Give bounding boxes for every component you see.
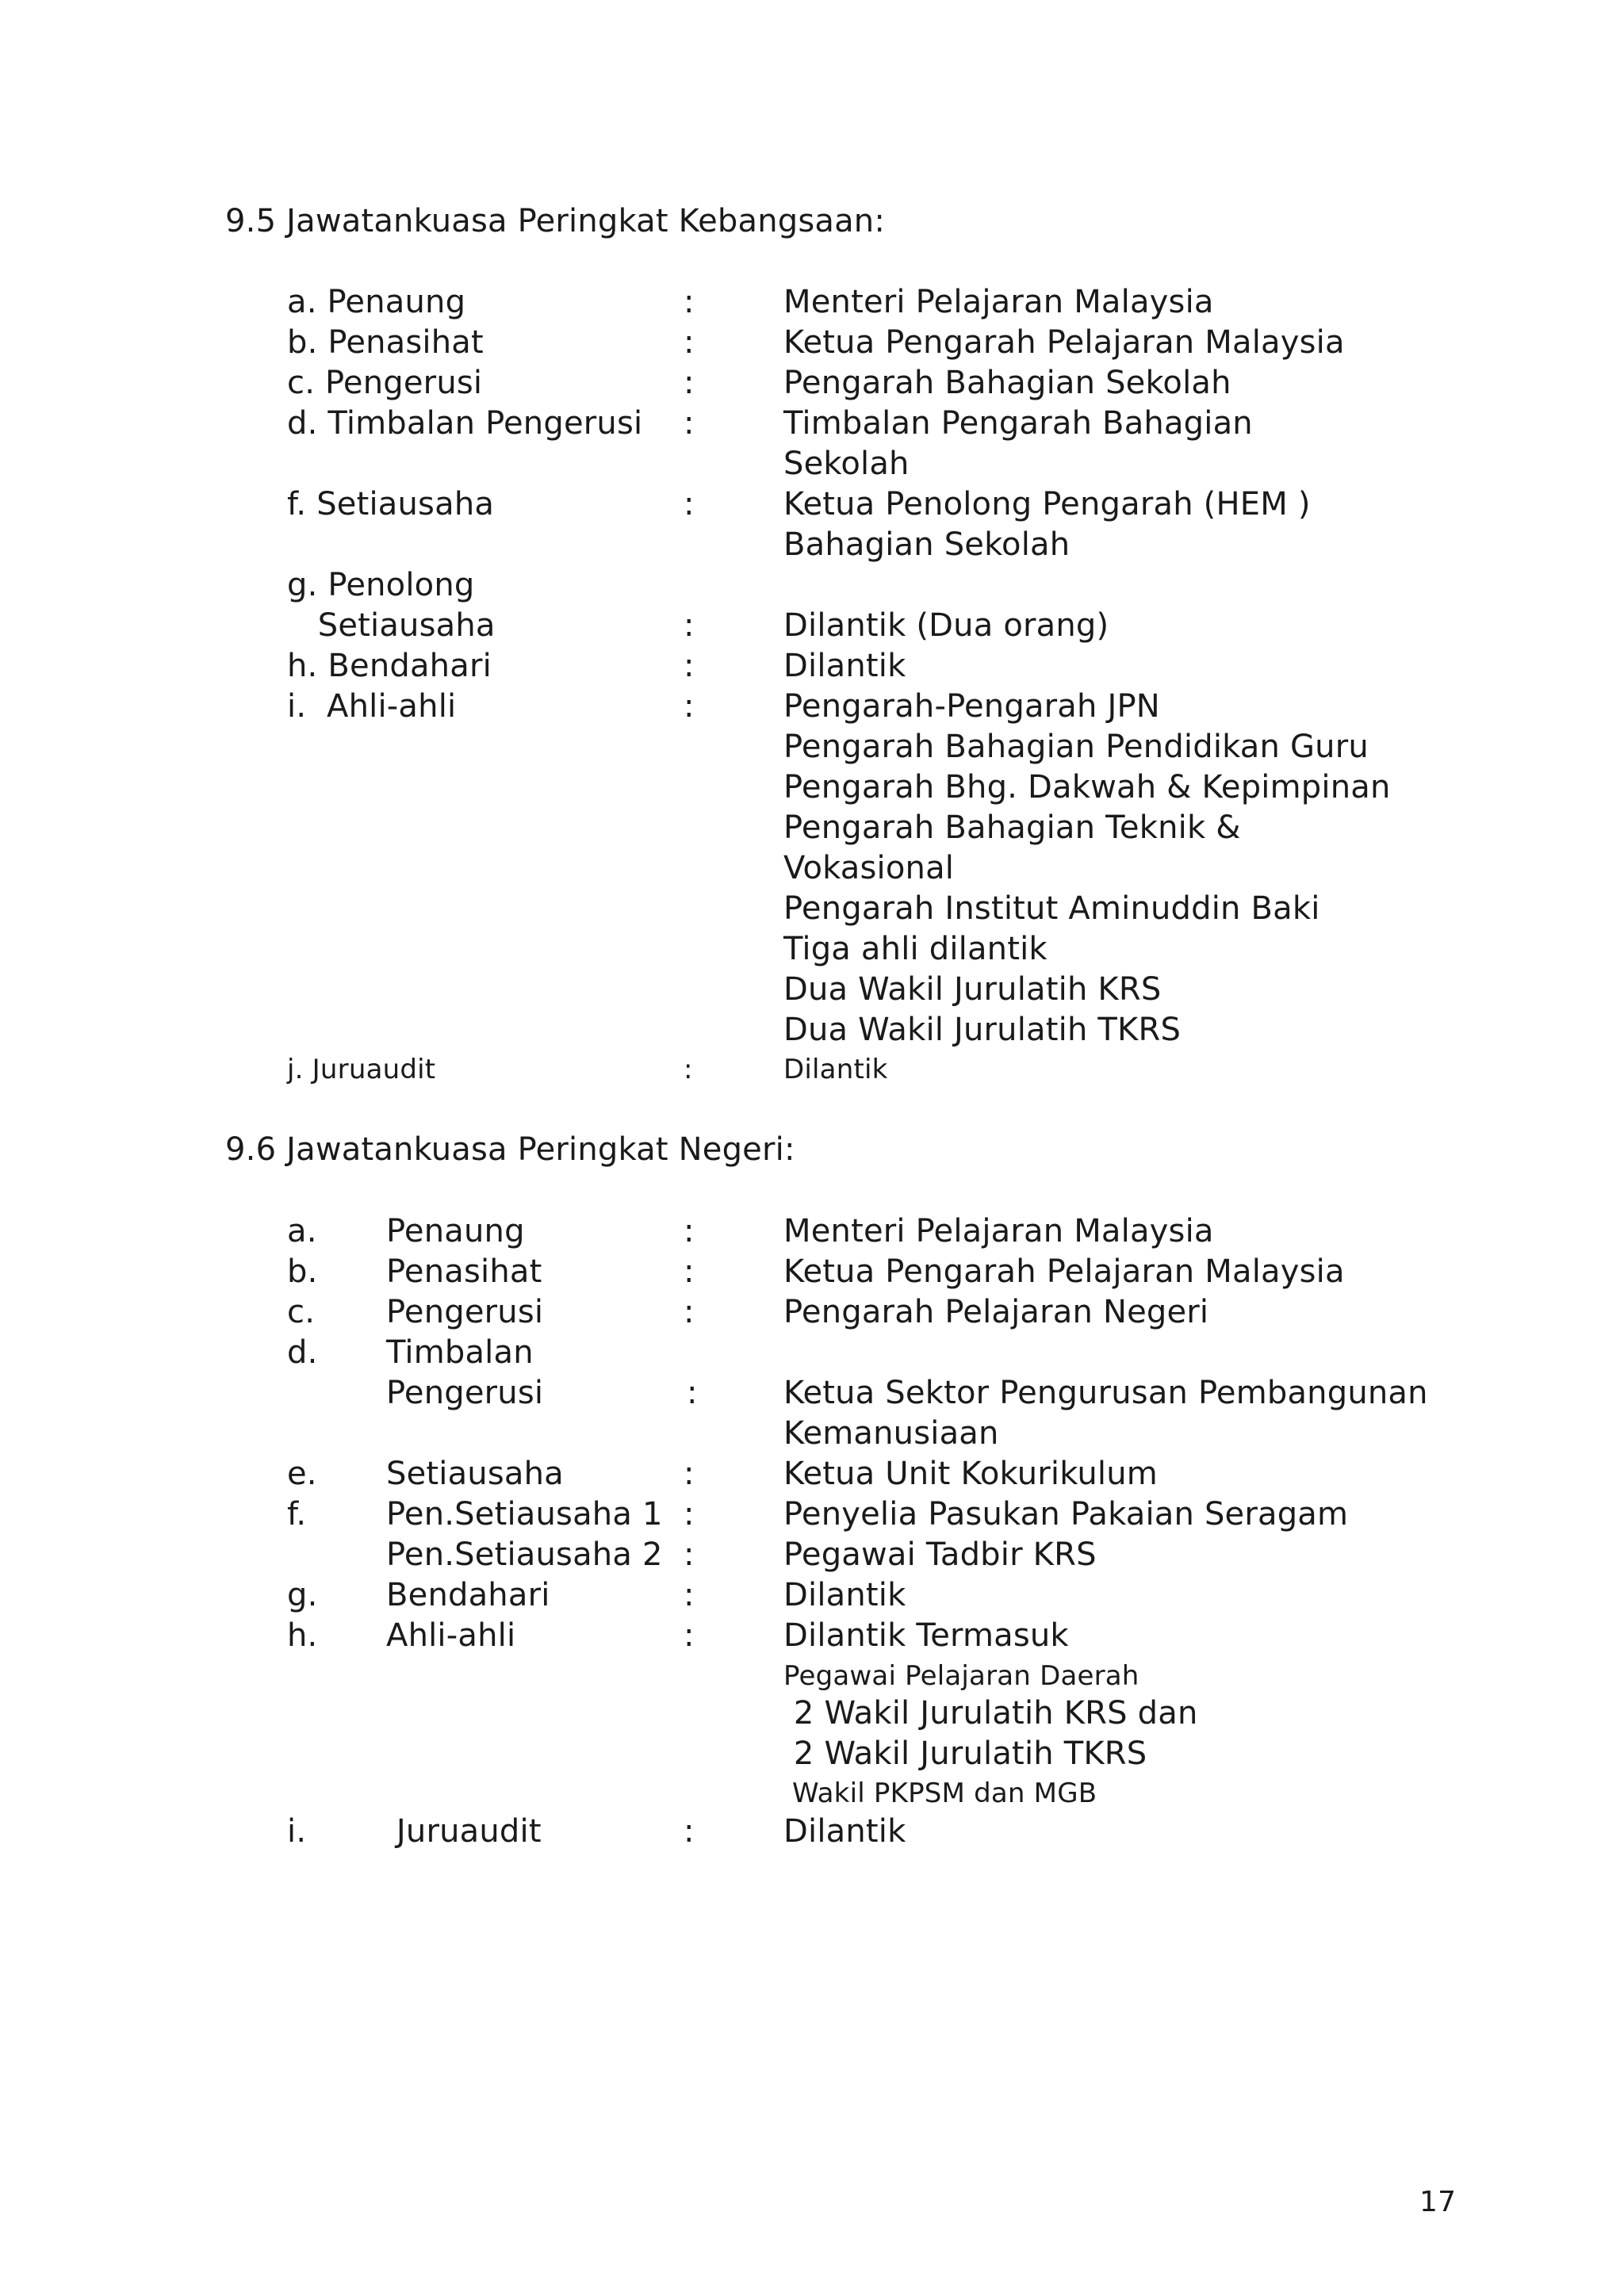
row-colon: :	[684, 1617, 695, 1654]
row-label: Pen.Setiausaha 2	[386, 1536, 663, 1573]
row-label: Juruaudit	[386, 1813, 542, 1850]
row-value: Ketua Pengarah Pelajaran Malaysia	[783, 1253, 1345, 1290]
row-value-continued: Dua Wakil Jurulatih TKRS	[783, 1012, 1182, 1048]
row-label: d. Timbalan Pengerusi	[287, 405, 643, 442]
row-value: Ketua Sektor Pengurusan Pembangunan	[783, 1375, 1428, 1411]
row-value: Dilantik	[783, 1577, 906, 1613]
row-colon: :	[684, 324, 695, 361]
row-label: Bendahari	[386, 1577, 550, 1613]
row-colon: :	[684, 648, 695, 684]
row-label: i. Ahli-ahli	[287, 688, 457, 725]
row-colon: :	[684, 1253, 695, 1290]
row-value-continued: Pengarah Bahagian Teknik &	[783, 809, 1241, 846]
section-heading: 9.5 Jawatankuasa Peringkat Kebangsaan:	[225, 203, 886, 239]
row-value: Dilantik	[783, 648, 906, 684]
row-value: Pengarah Pelajaran Negeri	[783, 1294, 1209, 1330]
row-colon: :	[684, 1054, 693, 1085]
page-number: 17	[1419, 2186, 1457, 2218]
row-label: j. Juruaudit	[287, 1054, 436, 1085]
row-letter: d.	[287, 1334, 318, 1371]
row-colon: :	[684, 486, 695, 522]
row-value: Ketua Unit Kokurikulum	[783, 1456, 1158, 1492]
row-letter: e.	[287, 1456, 317, 1492]
row-colon: :	[684, 1813, 695, 1850]
row-value: Dilantik Termasuk	[783, 1617, 1069, 1654]
row-label: Pen.Setiausaha 1	[386, 1496, 663, 1533]
row-colon: :	[684, 405, 695, 442]
section-heading: 9.6 Jawatankuasa Peringkat Negeri:	[225, 1131, 795, 1168]
row-value-continued: Dua Wakil Jurulatih KRS	[783, 971, 1162, 1008]
row-letter: h.	[287, 1617, 318, 1654]
row-label: f. Setiausaha	[287, 486, 495, 522]
row-colon: :	[684, 1577, 695, 1613]
row-value: Pengarah Bahagian Sekolah	[783, 365, 1231, 401]
row-label: Penaung	[386, 1213, 525, 1249]
row-label-continued: Setiausaha	[287, 607, 496, 644]
row-value: Menteri Pelajaran Malaysia	[783, 284, 1214, 320]
row-value: Pegawai Tadbir KRS	[783, 1536, 1097, 1573]
row-value: Dilantik	[783, 1813, 906, 1850]
row-value-continued: Bahagian Sekolah	[783, 526, 1071, 563]
row-colon: :	[684, 688, 695, 725]
row-value: Dilantik	[783, 1054, 888, 1085]
row-letter: c.	[287, 1294, 316, 1330]
row-value-continued: Pengarah Bhg. Dakwah & Kepimpinan	[783, 769, 1391, 806]
row-value: Ketua Pengarah Pelajaran Malaysia	[783, 324, 1345, 361]
row-label: Penasihat	[386, 1253, 542, 1290]
row-value-continued: Pengarah Bahagian Pendidikan Guru	[783, 729, 1369, 765]
row-colon: :	[684, 365, 695, 401]
row-value-continued: Kemanusiaan	[783, 1415, 999, 1452]
row-label: b. Penasihat	[287, 324, 484, 361]
row-colon: :	[684, 1294, 695, 1330]
row-value-continued: 2 Wakil Jurulatih TKRS	[783, 1735, 1147, 1772]
row-value-continued: Tiga ahli dilantik	[783, 931, 1048, 967]
row-letter: a.	[287, 1213, 317, 1249]
row-value: Penyelia Pasukan Pakaian Seragam	[783, 1496, 1349, 1533]
row-label: Pengerusi	[386, 1294, 544, 1330]
row-value: Dilantik (Dua orang)	[783, 607, 1109, 644]
row-letter: f.	[287, 1496, 307, 1533]
row-letter: g.	[287, 1577, 318, 1613]
row-label: a. Penaung	[287, 284, 466, 320]
row-value-continued: Vokasional	[783, 850, 955, 886]
row-letter: b.	[287, 1253, 318, 1290]
row-colon: :	[687, 1375, 698, 1411]
row-value-continued: 2 Wakil Jurulatih KRS dan	[783, 1695, 1198, 1732]
row-colon: :	[684, 1213, 695, 1249]
row-value-continued: Pengarah Institut Aminuddin Baki	[783, 890, 1320, 927]
row-label: h. Bendahari	[287, 648, 492, 684]
row-colon: :	[684, 284, 695, 320]
row-label: c. Pengerusi	[287, 365, 483, 401]
row-colon: :	[684, 607, 695, 644]
row-colon: :	[684, 1496, 695, 1533]
row-value: Menteri Pelajaran Malaysia	[783, 1213, 1214, 1249]
row-label: g. Penolong	[287, 567, 475, 603]
row-letter: i.	[287, 1813, 307, 1850]
row-value: Timbalan Pengarah Bahagian	[783, 405, 1253, 442]
row-value-continued: Sekolah	[783, 446, 910, 482]
row-label: Timbalan	[386, 1334, 534, 1371]
row-colon: :	[684, 1456, 695, 1492]
row-value-continued: Wakil PKPSM dan MGB	[783, 1777, 1097, 1809]
row-label-continued: Pengerusi	[386, 1375, 544, 1411]
row-label: Ahli-ahli	[386, 1617, 516, 1654]
row-value: Pengarah-Pengarah JPN	[783, 688, 1160, 725]
row-label: Setiausaha	[386, 1456, 564, 1492]
row-value: Ketua Penolong Pengarah (HEM )	[783, 486, 1311, 522]
row-value-continued: Pegawai Pelajaran Daerah	[783, 1660, 1139, 1692]
row-colon: :	[684, 1536, 695, 1573]
